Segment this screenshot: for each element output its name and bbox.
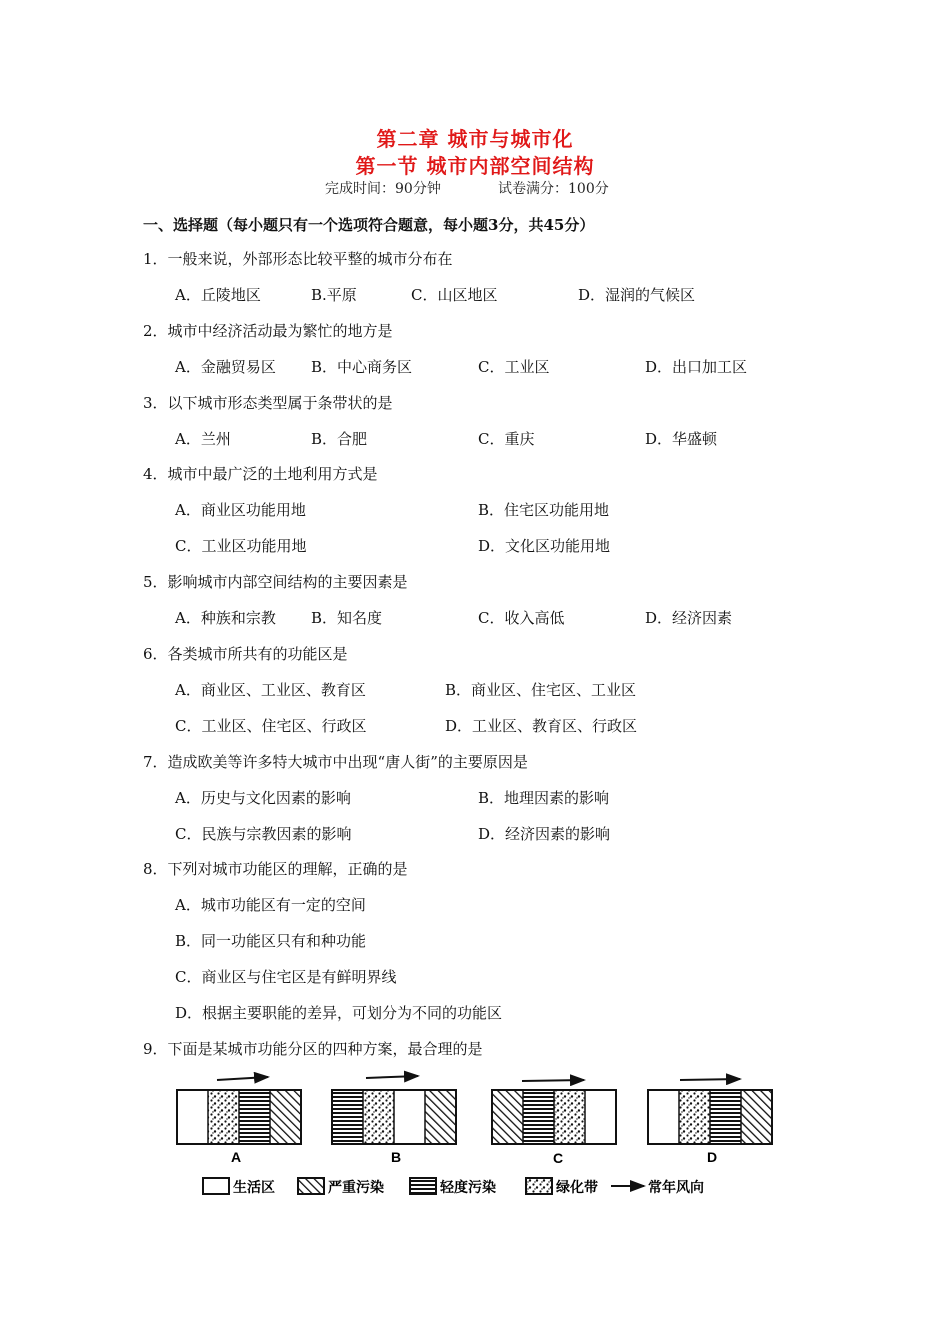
scheme-label-d: D bbox=[706, 1149, 718, 1165]
living-zone bbox=[585, 1090, 616, 1144]
legend-label-living: 生活区 bbox=[233, 1180, 275, 1196]
q4-option-b: B．住宅区功能用地 bbox=[478, 501, 610, 519]
q8-option-d: D．根据主要职能的差异，可划分为不同的功能区 bbox=[175, 1004, 503, 1022]
question-4-stem: 4．城市中最广泛的土地利用方式是 bbox=[143, 465, 378, 483]
question-9-stem: 9．下面是某城市功能分区的四种方案，最合理的是 bbox=[143, 1040, 483, 1058]
section-title: 第一节 城市内部空间结构 bbox=[355, 154, 595, 178]
heavy-pollution-zone bbox=[425, 1090, 456, 1144]
green-belt bbox=[554, 1090, 585, 1144]
q6-option-d: D．工业区、教育区、行政区 bbox=[445, 717, 638, 735]
legend-swatch-light bbox=[410, 1178, 436, 1194]
scheme-a bbox=[177, 1077, 301, 1144]
q5-option-c: C．收入高低 bbox=[478, 609, 565, 627]
question-5-stem: 5．影响城市内部空间结构的主要因素是 bbox=[143, 573, 408, 591]
question-1-stem: 1．一般来说，外部形态比较平整的城市分布在 bbox=[143, 250, 453, 268]
q2-option-c: C．工业区 bbox=[478, 358, 550, 376]
q1-option-a: A．丘陵地区 bbox=[175, 286, 261, 304]
q5-option-a: A．种族和宗教 bbox=[175, 609, 276, 627]
q4-option-c: C．工业区功能用地 bbox=[175, 537, 307, 555]
part1-heading: 一、选择题（每小题只有一个选项符合题意，每小题3分，共45分） bbox=[143, 216, 595, 234]
q1-option-b: B.平原 bbox=[311, 286, 357, 304]
living-zone bbox=[177, 1090, 208, 1144]
scheme-label-a: A bbox=[230, 1149, 242, 1165]
question-8-stem: 8．下列对城市功能区的理解，正确的是 bbox=[143, 860, 408, 878]
q6-option-b: B．商业区、住宅区、工业区 bbox=[445, 681, 637, 699]
q8-option-a: A．城市功能区有一定的空间 bbox=[175, 896, 366, 914]
light-pollution-zone bbox=[523, 1090, 554, 1144]
heavy-pollution-zone bbox=[270, 1090, 301, 1144]
scheme-c bbox=[492, 1080, 616, 1144]
q4-option-a: A．商业区功能用地 bbox=[175, 501, 306, 519]
q7-option-b: B．地理因素的影响 bbox=[478, 789, 610, 807]
legend-label-wind: 常年风向 bbox=[648, 1180, 704, 1196]
green-belt bbox=[208, 1090, 239, 1144]
time-label: 完成时间：90分钟 bbox=[325, 181, 441, 197]
q2-option-b: B．中心商务区 bbox=[311, 358, 413, 376]
wind-arrow bbox=[680, 1079, 740, 1080]
q3-option-d: D．华盛顿 bbox=[645, 430, 718, 448]
legend bbox=[203, 1178, 704, 1196]
q3-option-b: B．合肥 bbox=[311, 430, 368, 448]
light-pollution-zone bbox=[332, 1090, 363, 1144]
light-pollution-zone bbox=[710, 1090, 741, 1144]
heavy-pollution-zone bbox=[492, 1090, 523, 1144]
living-zone bbox=[648, 1090, 679, 1144]
living-zone bbox=[394, 1090, 425, 1144]
legend-swatch-heavy bbox=[298, 1178, 324, 1194]
q5-option-d: D．经济因素 bbox=[645, 609, 733, 627]
legend-label-green: 绿化带 bbox=[556, 1180, 598, 1196]
light-pollution-zone bbox=[239, 1090, 270, 1144]
scheme-d bbox=[648, 1079, 772, 1144]
green-belt bbox=[679, 1090, 710, 1144]
q1-option-d: D．湿润的气候区 bbox=[578, 286, 696, 304]
heavy-pollution-zone bbox=[741, 1090, 772, 1144]
q4-option-d: D．文化区功能用地 bbox=[478, 537, 611, 555]
q3-option-a: A．兰州 bbox=[175, 430, 231, 448]
q2-option-a: A．金融贸易区 bbox=[175, 358, 276, 376]
wind-arrow bbox=[522, 1080, 584, 1081]
wind-arrow bbox=[217, 1077, 268, 1080]
q7-option-c: C．民族与宗教因素的影响 bbox=[175, 825, 352, 843]
score-label: 试卷满分：100分 bbox=[498, 181, 609, 197]
q7-option-d: D．经济因素的影响 bbox=[478, 825, 611, 843]
question-2-stem: 2．城市中经济活动最为繁忙的地方是 bbox=[143, 322, 393, 340]
q2-option-d: D．出口加工区 bbox=[645, 358, 748, 376]
q8-option-c: C．商业区与住宅区是有鲜明界线 bbox=[175, 968, 397, 986]
chapter-title: 第二章 城市与城市化 bbox=[376, 127, 574, 151]
legend-label-light: 轻度污染 bbox=[440, 1180, 496, 1196]
q7-option-a: A．历史与文化因素的影响 bbox=[175, 789, 351, 807]
question-3-stem: 3．以下城市形态类型属于条带状的是 bbox=[143, 394, 393, 412]
legend-label-heavy: 严重污染 bbox=[328, 1180, 384, 1196]
q8-option-b: B．同一功能区只有和种功能 bbox=[175, 932, 367, 950]
q5-option-b: B．知名度 bbox=[311, 609, 383, 627]
scheme-b bbox=[332, 1076, 456, 1144]
green-belt bbox=[363, 1090, 394, 1144]
wind-arrow bbox=[366, 1076, 418, 1078]
q6-option-c: C．工业区、住宅区、行政区 bbox=[175, 717, 367, 735]
question-6-stem: 6．各类城市所共有的功能区是 bbox=[143, 645, 348, 663]
scheme-label-c: C bbox=[552, 1150, 564, 1166]
legend-swatch-living bbox=[203, 1178, 229, 1194]
q6-option-a: A．商业区、工业区、教育区 bbox=[175, 681, 366, 699]
question-7-stem: 7．造成欧美等许多特大城市中出现“唐人街”的主要原因是 bbox=[143, 753, 528, 771]
scheme-label-b: B bbox=[390, 1149, 402, 1165]
q1-option-c: C．山区地区 bbox=[411, 286, 498, 304]
legend-swatch-green bbox=[526, 1178, 552, 1194]
q3-option-c: C．重庆 bbox=[478, 430, 535, 448]
